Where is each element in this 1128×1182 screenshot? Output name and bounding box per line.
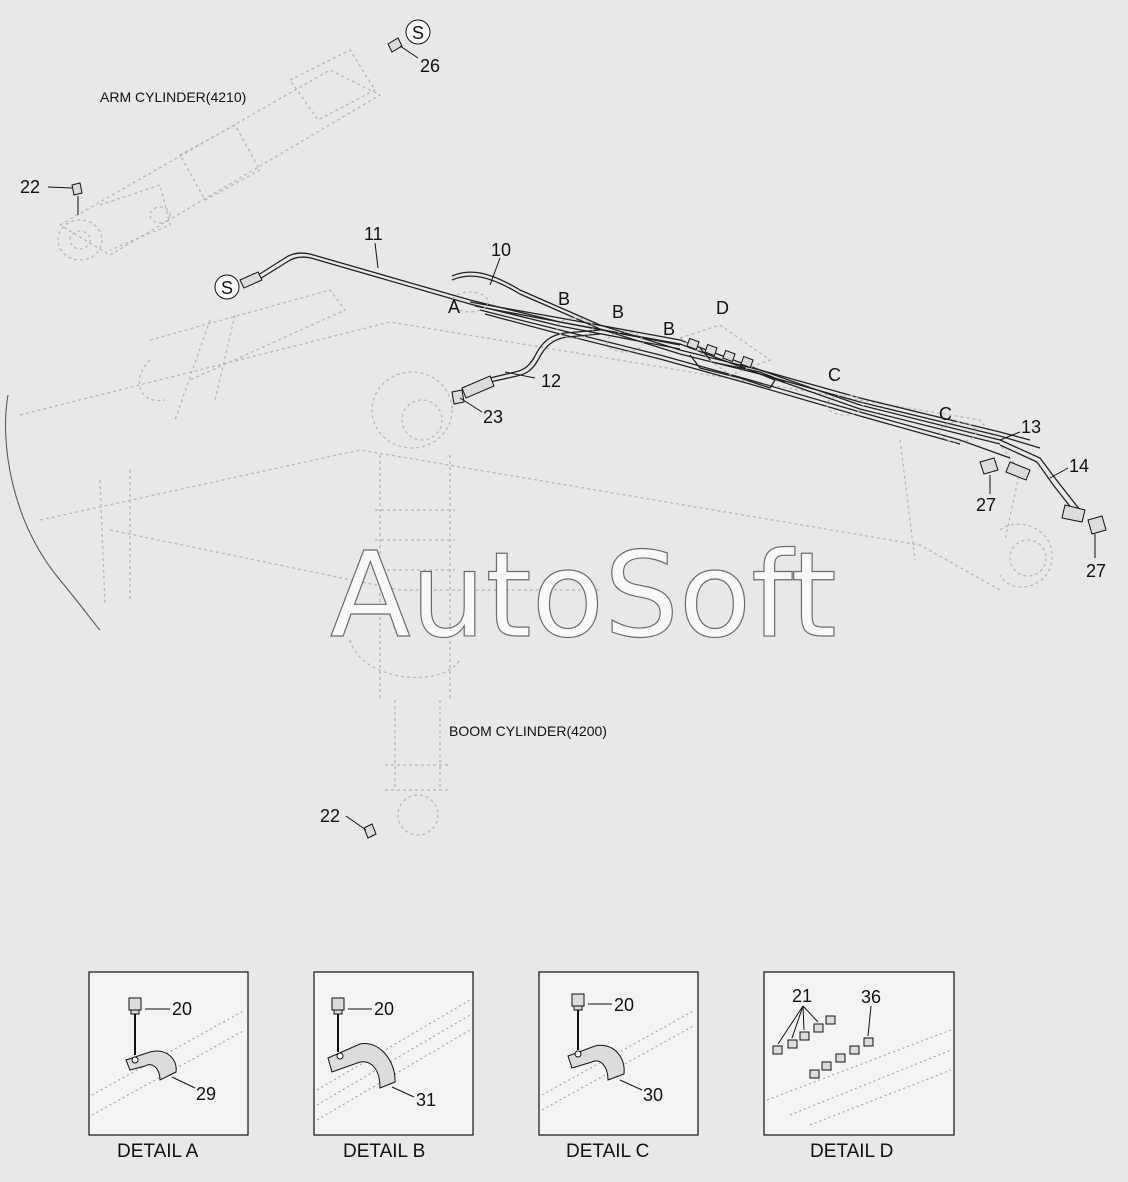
- part-27-label-a: 27: [976, 495, 997, 515]
- part-11-label: 11: [364, 224, 383, 244]
- detail-d-fitting-a-label: 21: [792, 986, 813, 1006]
- callout-c2: C: [939, 404, 952, 424]
- boom-cylinder-label: BOOM CYLINDER(4200): [449, 723, 607, 739]
- main-labels: [20, 20, 1106, 826]
- part-13-label: 13: [1021, 417, 1042, 437]
- part-12-label: 12: [541, 371, 562, 391]
- detail-c-bolt-label: 20: [614, 995, 635, 1015]
- detail-b-title: DETAIL B: [343, 1141, 426, 1162]
- part-27-label-b: 27: [1086, 561, 1107, 581]
- detail-b: [314, 972, 473, 1162]
- s-marker-top-label: S: [412, 23, 425, 43]
- part-22-top-label: 22: [20, 177, 41, 197]
- s-marker-left-label: S: [221, 278, 234, 298]
- callout-b3: B: [663, 319, 676, 339]
- part-14-label: 14: [1069, 456, 1090, 476]
- detail-a-title: DETAIL A: [117, 1141, 199, 1162]
- detail-d: [764, 972, 954, 1162]
- part-10-label: 10: [491, 240, 512, 260]
- detail-c-clamp-label: 30: [643, 1085, 664, 1105]
- callout-d: D: [716, 298, 729, 318]
- callout-c1: C: [828, 365, 841, 385]
- detail-b-bolt-label: 20: [374, 999, 395, 1019]
- callout-a: A: [448, 297, 461, 317]
- detail-b-clamp-label: 31: [416, 1090, 437, 1110]
- detail-c: [539, 972, 698, 1162]
- detail-a-bolt-label: 20: [172, 999, 193, 1019]
- detail-a: [89, 972, 248, 1162]
- pipe-13-14: [1000, 440, 1085, 522]
- callout-b2: B: [612, 302, 625, 322]
- callout-b1: B: [558, 289, 571, 309]
- arm-cylinder-outline: [58, 50, 380, 260]
- detail-d-title: DETAIL D: [810, 1141, 894, 1162]
- detail-a-clamp-label: 29: [196, 1084, 217, 1104]
- part-26-label: 26: [420, 56, 441, 76]
- pipe-12: [462, 330, 600, 398]
- part-22-bottom-label: 22: [320, 806, 341, 826]
- detail-c-title: DETAIL C: [566, 1141, 650, 1162]
- detail-d-fitting-b-label: 36: [861, 987, 882, 1007]
- arm-cylinder-label: ARM CYLINDER(4210): [100, 89, 247, 105]
- part-23-label: 23: [483, 407, 504, 427]
- watermark-text: AutoSoft: [330, 526, 837, 664]
